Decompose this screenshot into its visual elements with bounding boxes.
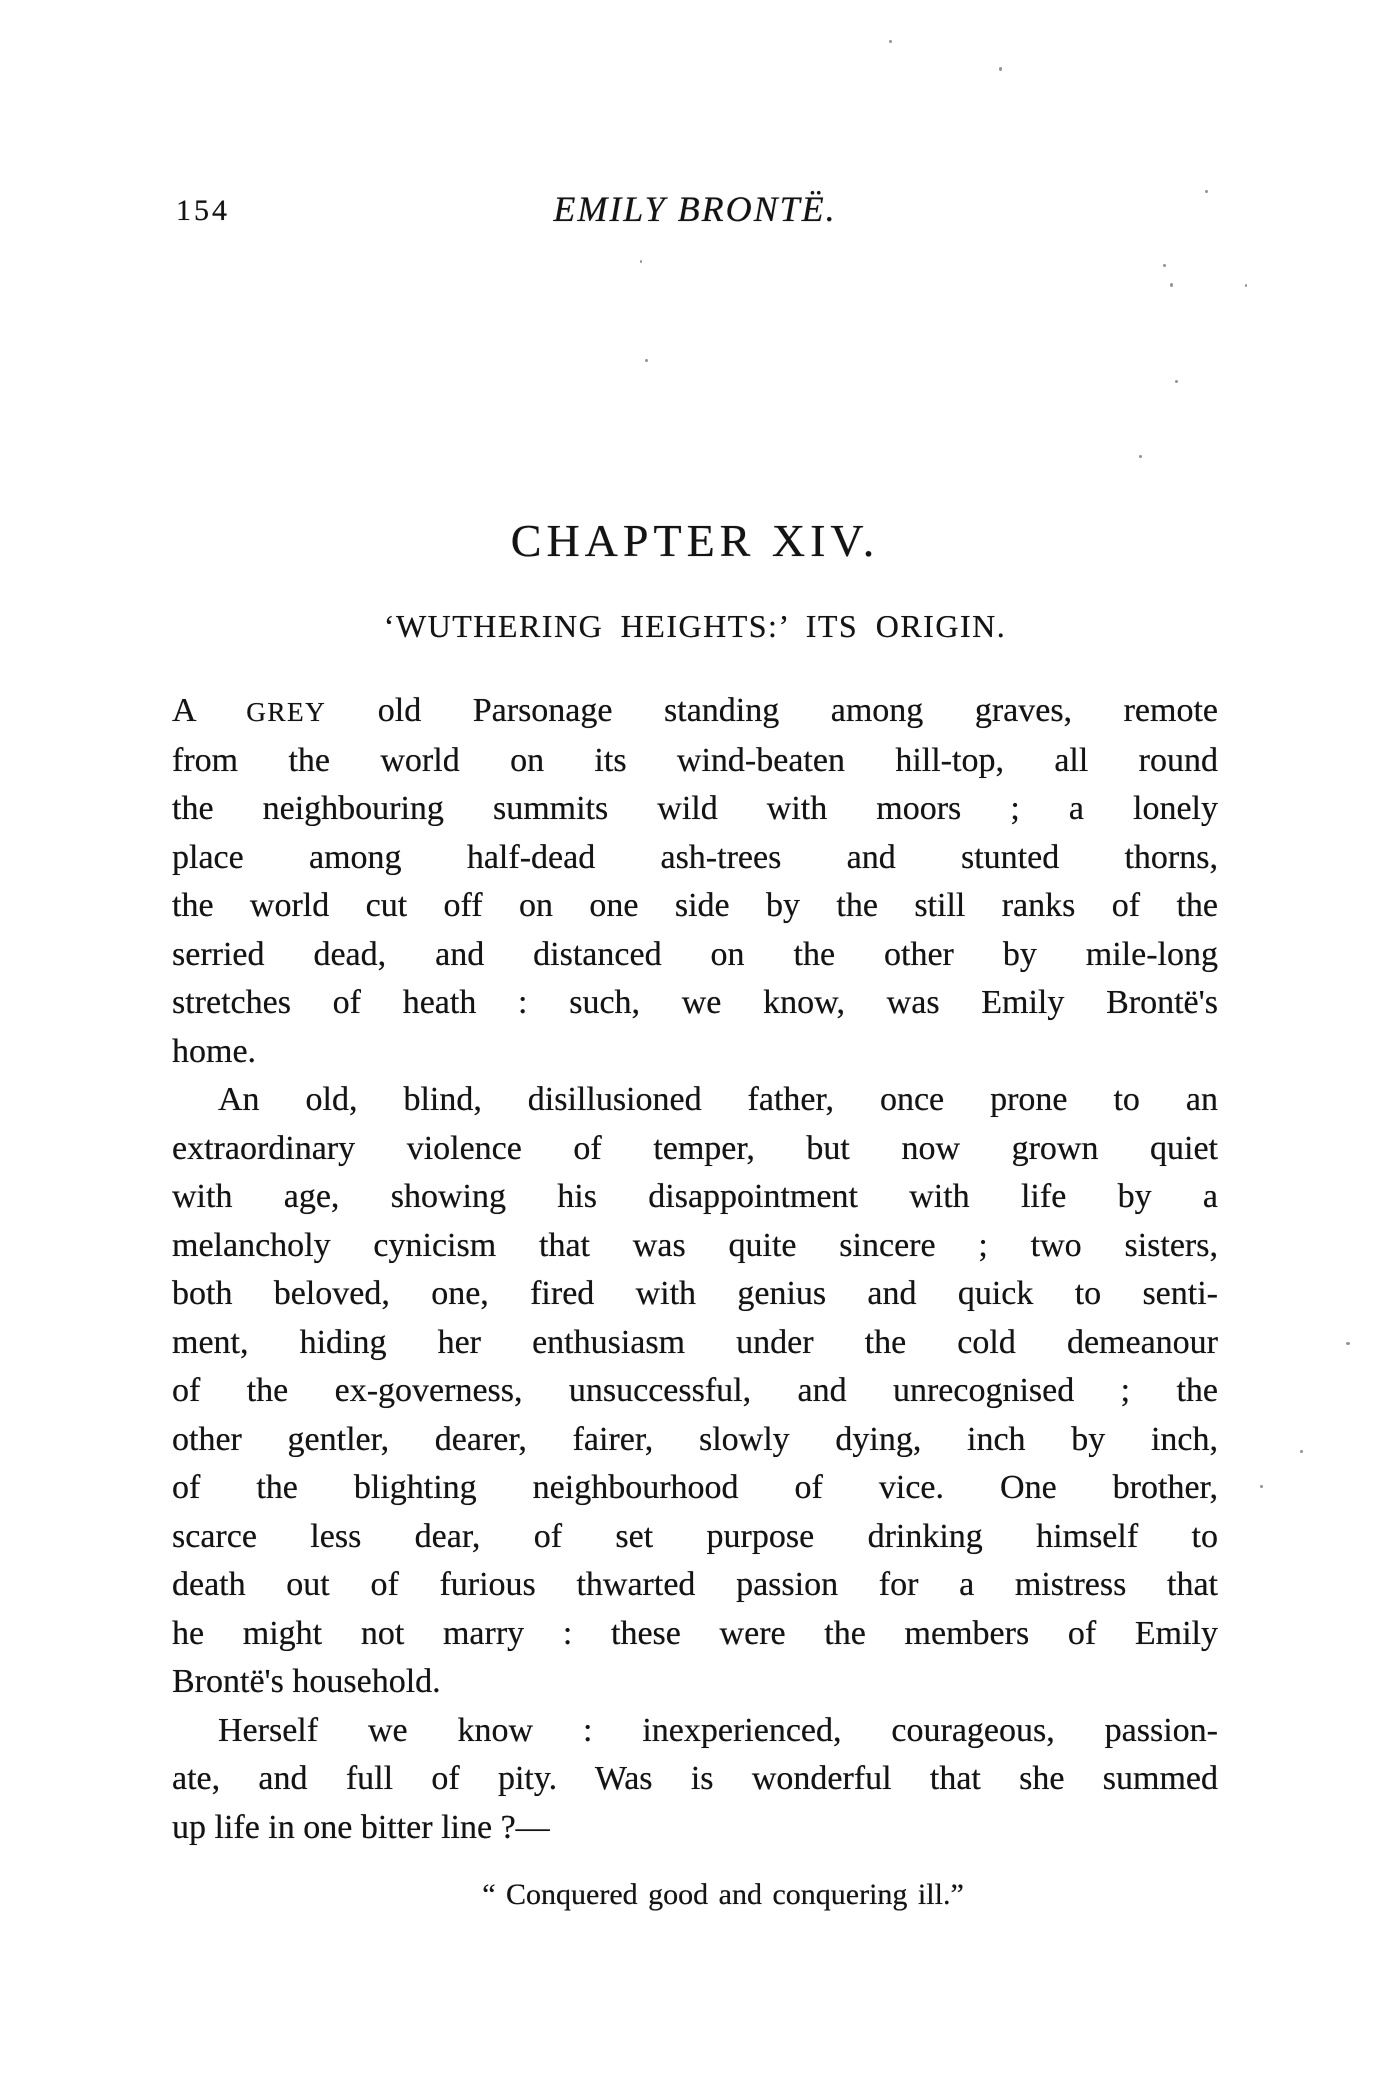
text-line: up life in one bitter line ?— (172, 1808, 550, 1846)
scan-speck (1300, 1450, 1303, 1453)
text-line: from the world on its wind-beaten hill-top, all round (172, 741, 1218, 779)
opening-smallcaps: GREY (246, 697, 327, 727)
scan-speck (1245, 284, 1247, 287)
text-line: other gentler, dearer, fairer, slowly dying, inch by inch, (172, 1420, 1218, 1458)
scan-speck (999, 67, 1002, 71)
text-line: melancholy cynicism that was quite sincere ; two sisters, (172, 1226, 1218, 1264)
text-line: of the ex-governess, unsuccessful, and unrecognised ; the (172, 1372, 1218, 1409)
text-line: Herself we know : inexperienced, courageous, passion- (218, 1711, 1218, 1749)
page-number: 154 (176, 194, 230, 227)
scan-speck (1170, 283, 1173, 287)
opening-word: A (172, 692, 195, 729)
text-line: he might not marry : these were the members of Emily (172, 1614, 1218, 1652)
text-line: death out of furious thwarted passion for a mistress that (172, 1566, 1218, 1603)
text-line: scarce less dear, of set purpose drinking himself to (172, 1517, 1218, 1555)
text-line: Brontë's household. (172, 1663, 441, 1700)
running-header (172, 188, 1218, 228)
scan-speck (1346, 1342, 1350, 1345)
scan-speck (889, 40, 892, 43)
text-line: the world cut off on one side by the still ranks of the (172, 887, 1218, 924)
text-line: serried dead, and distanced on the other by mile-long (172, 935, 1218, 973)
chapter-title: CHAPTER XIV. (510, 515, 880, 566)
text-line: the neighbouring summits wild with moors ; a lonely (172, 790, 1218, 827)
text-line: home. (172, 1032, 257, 1070)
scan-speck (1139, 455, 1142, 458)
running-title: EMILY BRONTË. (553, 189, 837, 229)
body-text (172, 687, 1218, 1852)
text-line: ment, hiding her enthusiasm under the cold demeanour (172, 1323, 1218, 1361)
chapter-subtitle: ‘WUTHERING HEIGHTS:’ ITS ORIGIN. (383, 608, 1007, 644)
text-line: both beloved, one, fired with genius and quick to senti- (172, 1275, 1218, 1312)
text-line: An old, blind, disillusioned father, once prone to an (218, 1081, 1218, 1118)
scan-speck (1260, 1485, 1263, 1488)
text-line: ate, and full of pity. Was is wonderful that she summed (172, 1760, 1218, 1797)
scan-speck (1205, 190, 1208, 193)
text-line: extraordinary violence of temper, but now grown quiet (172, 1129, 1218, 1167)
scan-speck (645, 359, 648, 362)
scan-speck (1175, 380, 1178, 383)
text-line-rest: old Parsonage standing among graves, remote (377, 692, 1218, 729)
text-line: of the blighting neighbourhood of vice. One brother, (172, 1469, 1218, 1506)
text-line: place among half-dead ash-trees and stunted thorns, (172, 838, 1218, 876)
verse-quotation: “ Conquered good and conquering ill.” (482, 1878, 964, 1911)
scan-speck (640, 260, 642, 263)
text-line: with age, showing his disappointment with life by a (172, 1178, 1218, 1215)
text-line: stretches of heath : such, we know, was Emily Brontë's (172, 984, 1218, 1021)
text-line (172, 687, 1218, 737)
scan-speck (1163, 264, 1166, 267)
